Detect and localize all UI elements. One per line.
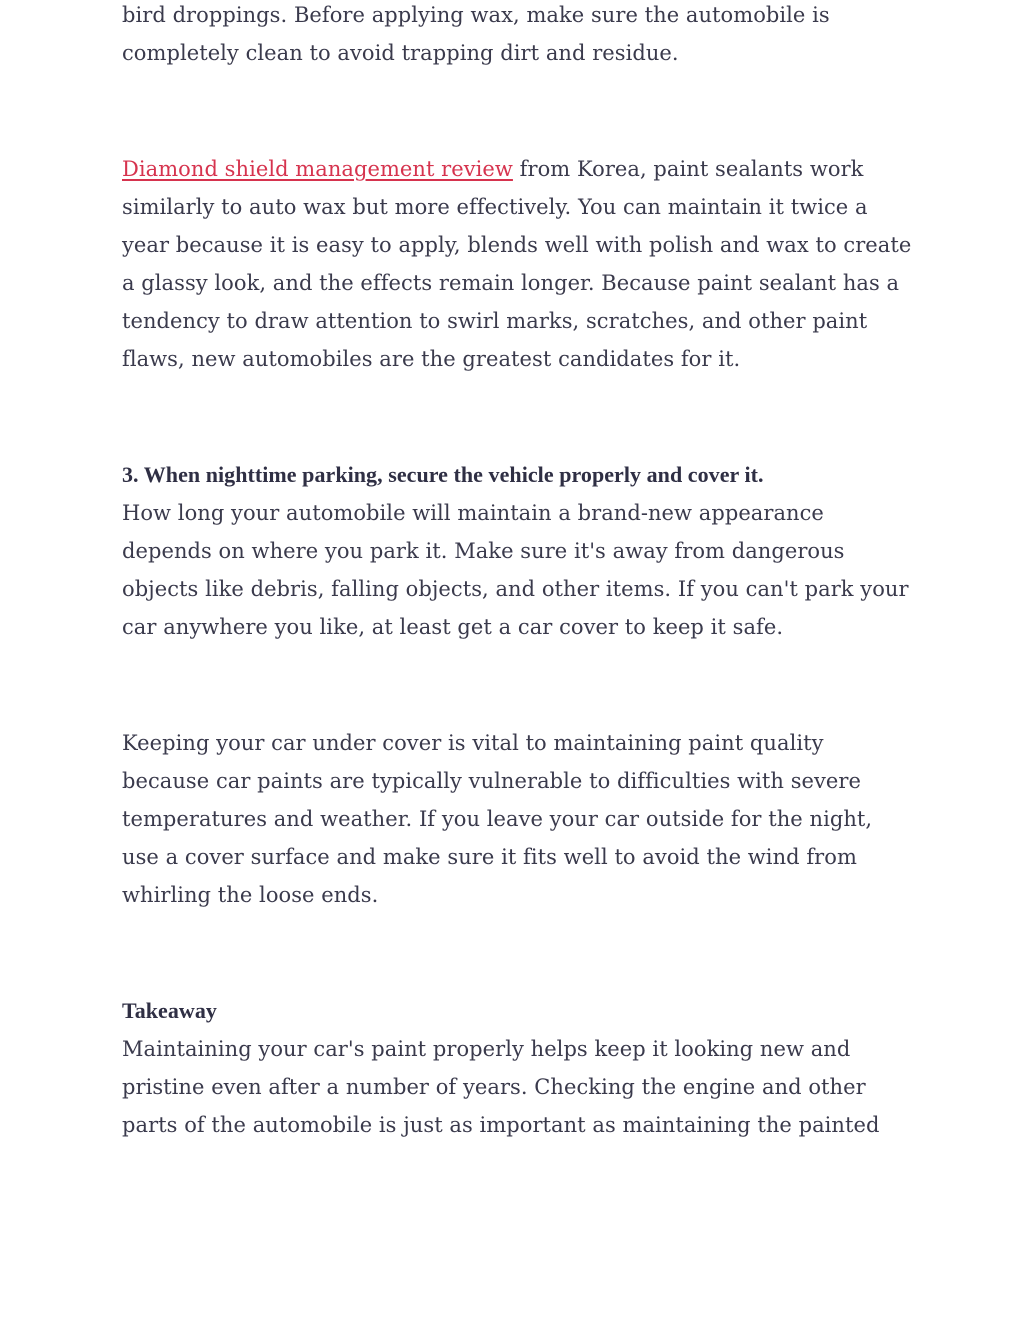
section-heading-night-parking: 3. When nighttime parking, secure the vehicle properly and cover it. — [122, 462, 764, 487]
paragraph-paint-sealants-text: from Korea, paint sealants work similarly to auto wax but more effectively. You can maintain it twice a year because it is easy to apply, blends well with polish and wax to create a glassy look, and the effects remain longer. Because paint sealant has a tendency to draw attention to swirl marks, scratches, and other paint flaws, new automobiles are the greatest candidates for it. — [122, 157, 912, 371]
paragraph-paint-sealants — [122, 150, 912, 378]
paragraph-wax-cleaning: bird droppings. Before applying wax, make sure the automobile is completely clean to avoid trapping dirt and residue. — [122, 3, 830, 65]
paragraph-takeaway: Maintaining your car's paint properly helps keep it looking new and pristine even after a number of years. Checking the engine and other parts of the automobile is just as important as maintaining the painted — [122, 1037, 880, 1137]
section-heading-takeaway: Takeaway — [122, 998, 217, 1023]
paragraph-parking-location: How long your automobile will maintain a brand-new appearance depends on where you park it. Make sure it's away from dangerous objects like debris, falling objects, and other items. If you can't park your car anywhere you like, at least get a car cover to keep it safe. — [122, 501, 909, 639]
diamond-shield-review-link[interactable]: Diamond shield management review — [122, 157, 513, 181]
paragraph-car-cover: Keeping your car under cover is vital to maintaining paint quality because car paints are typically vulnerable to difficulties with severe temperatures and weather. If you leave your car outside for the night, use a cover surface and make sure it fits well to avoid the wind from whirling the loose ends. — [122, 731, 873, 907]
article-body — [122, 0, 912, 1144]
